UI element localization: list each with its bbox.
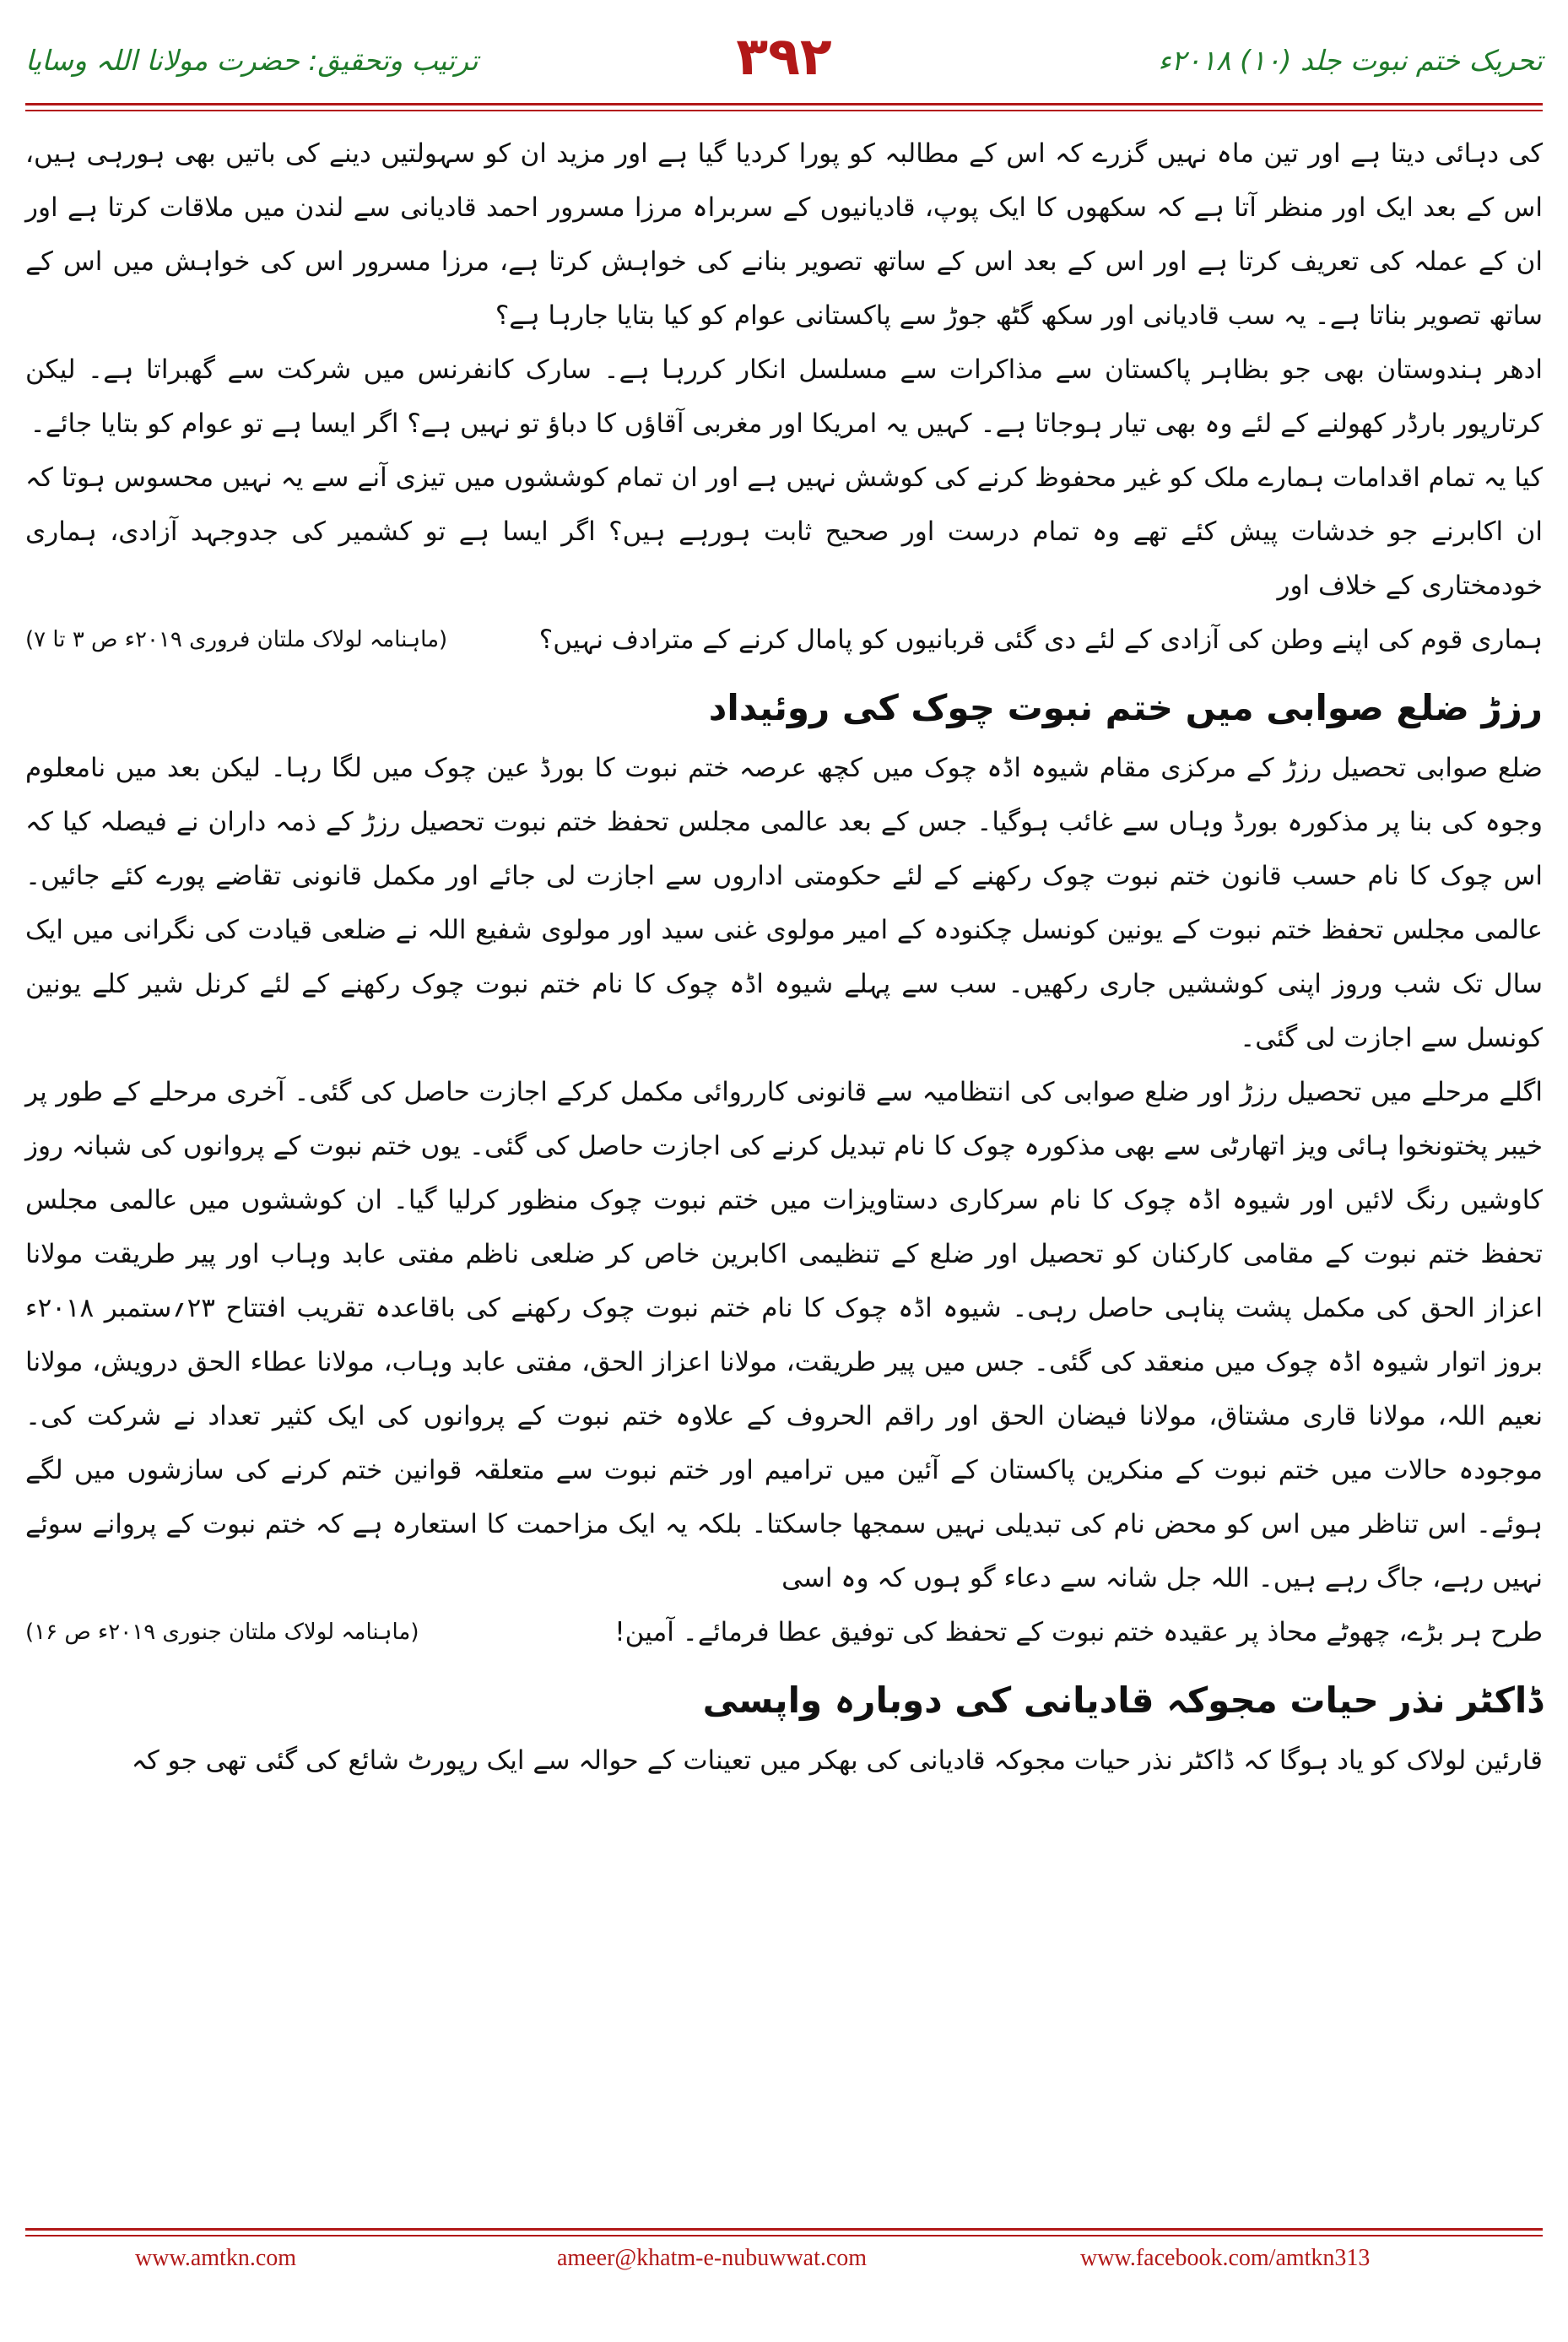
page-number: ۳۹۲ <box>736 25 832 87</box>
email-link[interactable]: ameer@khatm-e-nubuwwat.com <box>557 2245 868 2271</box>
paragraph: قارئین لولاک کو یاد ہوگا کہ ڈاکٹر نذر حیات مجوکہ قادیانی کی بھکر میں تعینات کے حوالہ سے ایک رپورٹ شائع کی گئی تھی جو کہ <box>131 1745 1543 1776</box>
footer-divider <box>25 2228 1543 2231</box>
paragraph: کی دہائی دیتا ہے اور تین ماہ نہیں گزرے کہ اس کے مطالبہ کو پورا کردیا گیا ہے اور مزید ان کو سہولتیں دینے کی باتیں بھی ہورہی ہیں، اس کے بعد ایک اور منظر آتا ہے کہ سکھوں کا ایک پوپ، قادیانیوں کے سربراہ مرزا مسرور احمد قادیانی سے لندن میں ملاقات کرتا ہے اور ان کے عملہ کی تعریف کرتا ہے اور اس کے بعد اس کے ساتھ تصویر بنانے کی خواہش کرتا ہے، مرزا مسرور اس کی خواہش میں اس کے ساتھ تصویر بناتا ہے۔ یہ سب قادیانی اور سکھ گٹھ جوڑ سے پاکستانی عوام کو کیا بتایا جارہا ہے؟ <box>25 138 1543 331</box>
footer-divider-thin <box>25 2235 1543 2237</box>
header-divider <box>25 103 1543 105</box>
paragraph-last-line: ہماری قوم کی اپنے وطن کی آزادی کے لئے دی گئی قربانیوں کو پامال کرنے کے مترادف نہیں؟ <box>538 625 1543 655</box>
facebook-link[interactable]: www.facebook.com/amtkn313 <box>1080 2245 1371 2271</box>
paragraph: اگلے مرحلے میں تحصیل رزڑ اور ضلع صوابی کی انتظامیہ سے قانونی کارروائی مکمل کرکے اجازت حاصل کی گئی۔ آخری مرحلے کے طور پر خیبر پختونخوا ہائی ویز اتھارٹی سے بھی مذکورہ چوک کا نام تبدیل کرنے کی اجازت حاصل کی گئی۔ یوں ختم نبوت کے پروانوں کی شبانہ روز کاوشیں رنگ لائیں اور شیوہ اڈہ چوک کا نام سرکاری دستاویزات میں ختم نبوت چوک منظور کرلیا گیا۔ ان کوششوں میں عالمی مجلس تحفظ ختم نبوت کے مقامی کارکنان کو تحصیل اور ضلع کے تنظیمی اکابرین خاص کر ضلعی ناظم مفتی عابد وہاب اور پیر طریقت مولانا اعزاز الحق کی مکمل پشت پناہی حاصل رہی۔ شیوہ اڈہ چوک کا نام ختم نبوت چوک رکھنے کی باقاعدہ تقریب افتتاح ۲۳؍ستمبر ۲۰۱۸ء بروز اتوار شیوہ اڈہ چوک میں منعقد کی گئی۔ جس میں پیر طریقت، مولانا اعزاز الحق، مفتی عابد وہاب، مولانا عطاء الحق درویش، مولانا نعیم اللہ، مولانا قاری مشتاق، مولانا فیضان الحق اور راقم الحروف کے علاوہ ختم نبوت کے پروانوں کی ایک کثیر تعداد نے شرکت کی۔ موجودہ حالات میں ختم نبوت کے منکرین پاکستان کے آئین میں ترامیم اور ختم نبوت سے متعلقہ قوانین ختم کرنے کی سازشوں میں لگے ہوئے۔ اس تناظر میں اس کو محض نام کی تبدیلی نہیں سمجھا جاسکتا۔ بلکہ یہ ایک مزاحمت کا استعارہ ہے کہ ختم نبوت کے پروانے سوئے نہیں رہے، جاگ رہے ہیں۔ اللہ جل شانہ سے دعاء گو ہوں کہ وہ اسی <box>25 1077 1543 1593</box>
section-heading: رزڑ ضلع صوابی میں ختم نبوت چوک کی روئیداد <box>708 687 1543 728</box>
paragraph-last-line: طرح ہر بڑے، چھوٹے محاذ پر عقیدہ ختم نبوت کے تحفظ کی توفیق عطا فرمائے۔ آمین! <box>614 1617 1543 1647</box>
paragraph: ضلع صوابی تحصیل رزڑ کے مرکزی مقام شیوہ اڈہ چوک میں کچھ عرصہ ختم نبوت کا بورڈ عین چوک میں لگا رہا۔ لیکن بعد میں نامعلوم وجوہ کی بنا پر مذکورہ بورڈ وہاں سے غائب ہوگیا۔ جس کے بعد عالمی مجلس تحفظ ختم نبوت تحصیل رزڑ کے ذمہ داران نے فیصلہ کیا کہ اس چوک کا نام حسب قانون ختم نبوت چوک رکھنے کے لئے حکومتی اداروں سے اجازت لی جائے اور مکمل قانونی تقاضے پورے کئے جائیں۔ عالمی مجلس تحفظ ختم نبوت کے یونین کونسل چکنودہ کے امیر مولوی غنی سید اور مولوی شفیع اللہ نے ضلعی قیادت کی نگرانی میں ایک سال تک شب وروز اپنی کوششیں جاری رکھیں۔ سب سے پہلے شیوہ اڈہ چوک کا نام ختم نبوت چوک رکھنے کے لئے کرنل شیر کلے یونین کونسل سے اجازت لی گئی۔ <box>25 753 1543 1053</box>
book-title: تحریک ختم نبوت جلد (۱۰) ۲۰۱۸ء <box>1158 44 1543 77</box>
paragraph-closing-line <box>25 1605 1543 1659</box>
page-header <box>0 0 1568 127</box>
source-reference: (ماہنامہ لولاک ملتان جنوری ۲۰۱۹ء ص ۱۶) <box>25 1620 419 1645</box>
header-divider-thin <box>25 110 1543 111</box>
paragraph: کیا یہ تمام اقدامات ہمارے ملک کو غیر محفوظ کرنے کی کوشش نہیں ہے اور ان تمام کوششوں میں تیزی آنے سے یہ نہیں محسوس ہوتا کہ ان اکابرنے جو خدشات پیش کئے تھے وہ تمام درست اور صحیح ثابت ہورہے ہیں؟ اگر ایسا ہے تو کشمیر کی جدوجہد آزادی، ہماری خودمختاری کے خلاف اور <box>25 462 1543 601</box>
compiler-credit: ترتیب وتحقیق: حضرت مولانا اللہ وسایا <box>25 44 479 77</box>
article-body <box>25 127 1543 1788</box>
section-heading: ڈاکٹر نذر حیات مجوکہ قادیانی کی دوبارہ واپسی <box>702 1679 1543 1721</box>
website-link[interactable]: www.amtkn.com <box>135 2245 297 2271</box>
page-footer <box>0 2228 1568 2342</box>
source-reference: (ماہنامہ لولاک ملتان فروری ۲۰۱۹ء ص ۳ تا ۷) <box>25 627 448 652</box>
paragraph: ادھر ہندوستان بھی جو بظاہر پاکستان سے مذاکرات سے مسلسل انکار کررہا ہے۔ سارک کانفرنس میں شرکت سے گھبراتا ہے۔ لیکن کرتارپور بارڈر کھولنے کے لئے وہ بھی تیار ہوجاتا ہے۔ کہیں یہ امریکا اور مغربی آقاؤں کا دباؤ تو نہیں ہے؟ اگر ایسا ہے تو عوام کو بتایا جائے۔ <box>25 354 1543 439</box>
paragraph-closing-line <box>25 613 1543 667</box>
